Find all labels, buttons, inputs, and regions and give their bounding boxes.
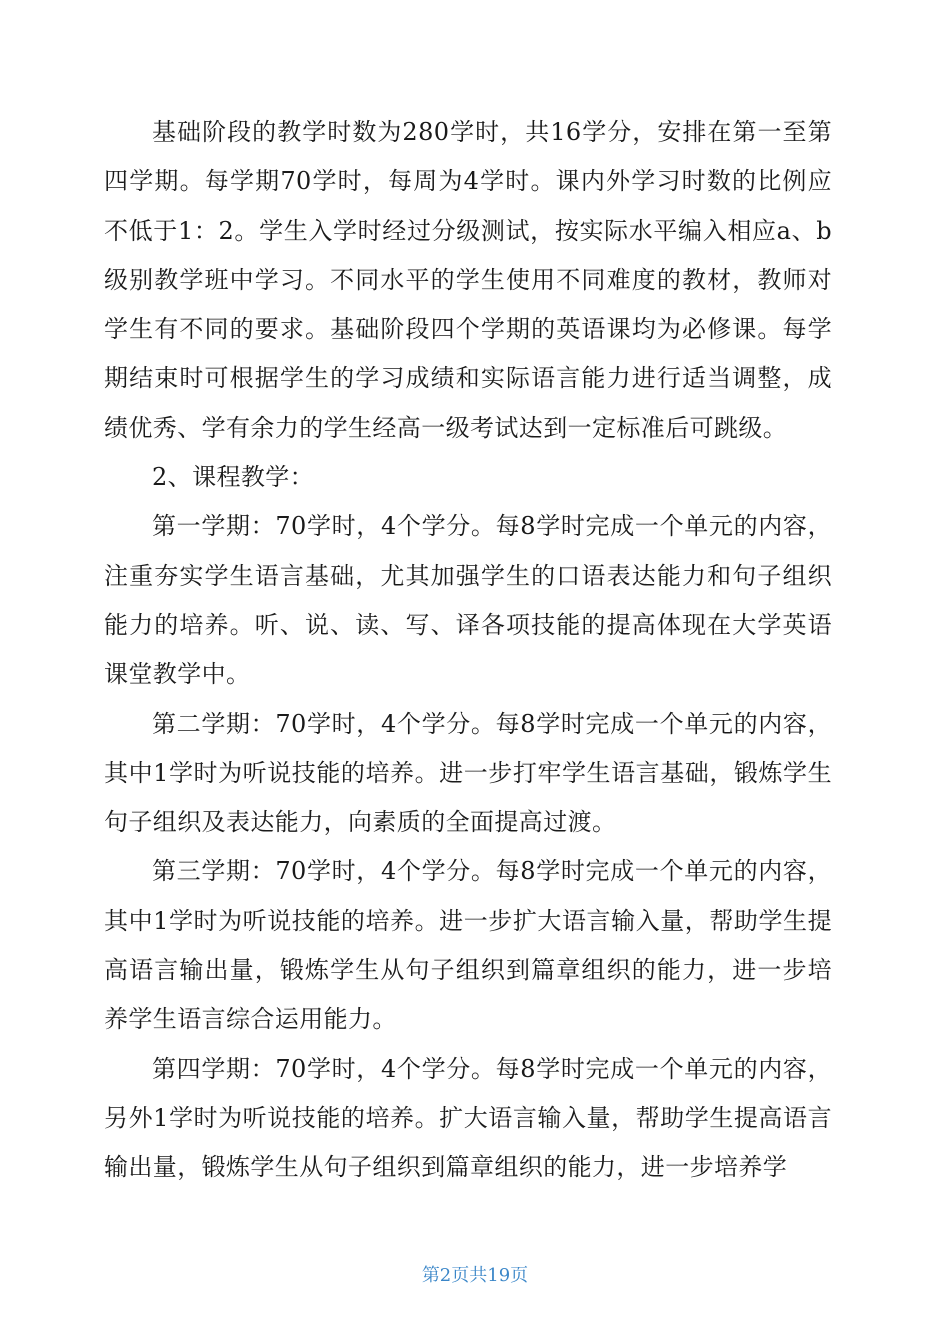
paragraph-basic-stage: 基础阶段的教学时数为280学时，共16学分，安排在第一至第四学期。每学期70学时，每周为4学时。课内外学习时数的比例应不低于1：2。学生入学时经过分级测试，按实际水平编入相应a、b级别教学班中学习。不同水平的学生使用不同难度的教材，教师对学生有不同的要求。基础阶段四个学期的英语课均为必修课。每学期结束时可根据学生的学习成绩和实际语言能力进行适当调整，成绩优秀、学有余力的学生经高一级考试达到一定标准后可跳级。	[104, 118, 832, 442]
document-body	[104, 108, 832, 1193]
paragraph-semester-1: 第一学期：70学时，4个学分。每8学时完成一个单元的内容，注重夯实学生语言基础，尤其加强学生的口语表达能力和句子组织能力的培养。听、说、读、写、译各项技能的提高体现在大学英语课堂教学中。	[104, 512, 832, 689]
paragraph-semester-3: 第三学期：70学时，4个学分。每8学时完成一个单元的内容，其中1学时为听说技能的培养。进一步扩大语言输入量，帮助学生提高语言输出量，锻炼学生从句子组织到篇章组织的能力，进一步培养学生语言综合运用能力。	[104, 857, 832, 1034]
paragraph-semester-2: 第二学期：70学时，4个学分。每8学时完成一个单元的内容，其中1学时为听说技能的培养。进一步打牢学生语言基础，锻炼学生句子组织及表达能力，向素质的全面提高过渡。	[104, 709, 832, 837]
paragraph-semester-4: 第四学期：70学时，4个学分。每8学时完成一个单元的内容，另外1学时为听说技能的培养。扩大语言输入量，帮助学生提高语言输出量，锻炼学生从句子组织到篇章组织的能力，进一步培养学	[104, 1054, 832, 1182]
section-heading-course-teaching: 2、课程教学：	[152, 463, 315, 492]
page-number-footer: 第2页共19页	[421, 1265, 529, 1286]
